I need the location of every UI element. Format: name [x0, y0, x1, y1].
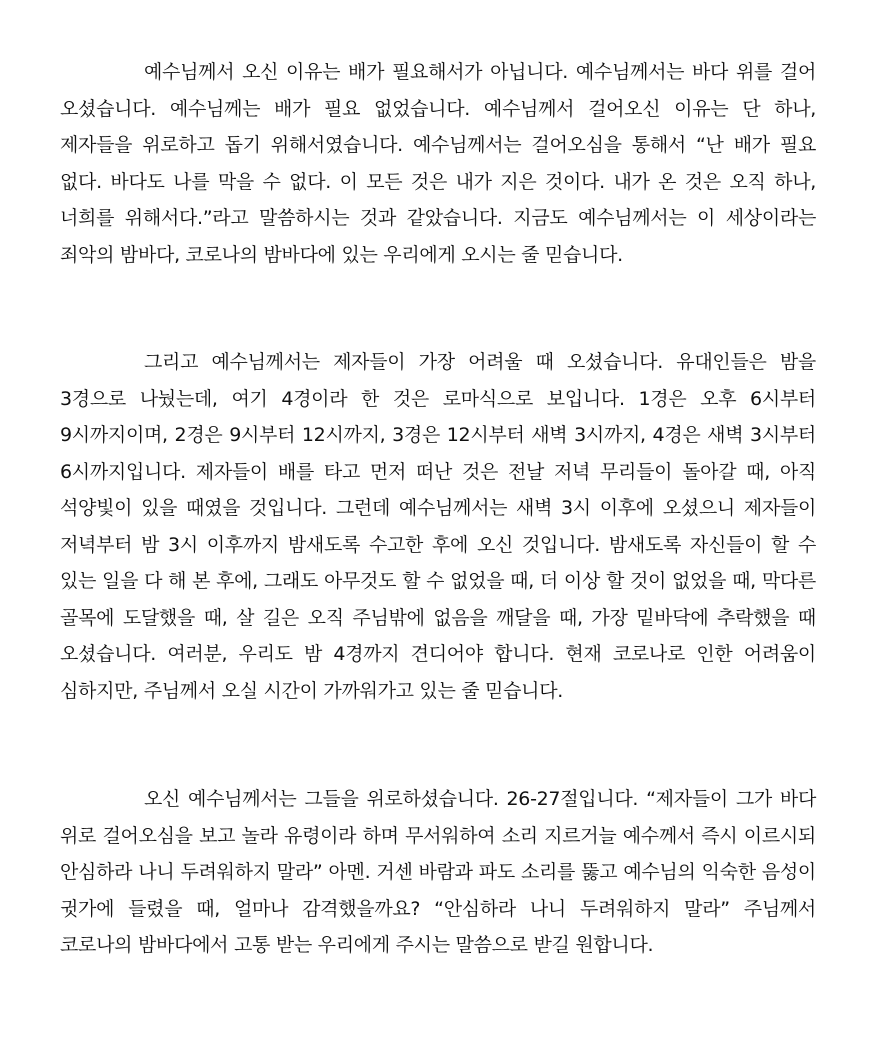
- paragraph-1: 예수님께서 오신 이유는 배가 필요해서가 아닙니다. 예수님께서는 바다 위를 걸어 오셨습니다. 예수님께는 배가 필요 없었습니다. 예수님께서 걸어오신 이유는 단 하나, 제자들을 위로하고 돕기 위해서였습니다. 예수님께서는 걸어오심을 통해서 “난 배가 필요 없다. 바다도 나를 막을 수 없다. 이 모든 것은 내가 지은 것이다. 내가 온 것은 오직 하나, 너희를 위해서다.”라고 말씀하시는 것과 같았습니다. 지금도 예수님께서는 이 세상이라는 죄악의 밤바다, 코로나의 밤바다에 있는 우리에게 오시는 줄 믿습니다.: [60, 61, 816, 266]
- paragraph-2: 그리고 예수님께서는 제자들이 가장 어려울 때 오셨습니다. 유대인들은 밤을 3경으로 나눴는데, 여기 4경이라 한 것은 로마식으로 보입니다. 1경은 오후 6시부터 9시까지이며, 2경은 9시부터 12시까지, 3경은 12시부터 새벽 3시까지, 4경은 새벽 3시부터 6시까지입니다. 제자들이 배를 타고 먼저 떠난 것은 전날 저녁 무리들이 돌아갈 때, 아직 석양빛이 있을 때였을 것입니다. 그런데 예수님께서는 새벽 3시 이후에 오셨으니 제자들이 저녁부터 밤 3시 이후까지 밤새도록 수고한 후에 오신 것입니다. 밤새도록 자신들이 할 수 있는 일을 다 해 본 후에, 그래도 아무것도 할 수 없었을 때, 더 이상 할 것이 없었을 때, 막다른 골목에 도달했을 때, 살 길은 오직 주님밖에 없음을 깨달을 때, 가장 밑바닥에 추락했을 때 오셨습니다. 여러분, 우리도 밤 4경까지 견디어야 합니다. 현재 코로나로 인한 어려움이 심하지만, 주님께서 오실 시간이 가까워가고 있는 줄 믿습니다.: [60, 351, 816, 702]
- paragraph-3: 오신 예수님께서는 그들을 위로하셨습니다. 26-27절입니다. “제자들이 그가 바다 위로 걸어오심을 보고 놀라 유령이라 하며 무서워하여 소리 지르거늘 예수께서 즉시 이르시되 안심하라 나니 두려워하지 말라” 아멘. 거센 바람과 파도 소리를 뚫고 예수님의 익숙한 음성이 귓가에 들렸을 때, 얼마나 감격했을까요? “안심하라 나니 두려워하지 말라” 주님께서 코로나의 밤바다에서 고통 받는 우리에게 주시는 말씀으로 받길 원합니다.: [60, 788, 816, 956]
